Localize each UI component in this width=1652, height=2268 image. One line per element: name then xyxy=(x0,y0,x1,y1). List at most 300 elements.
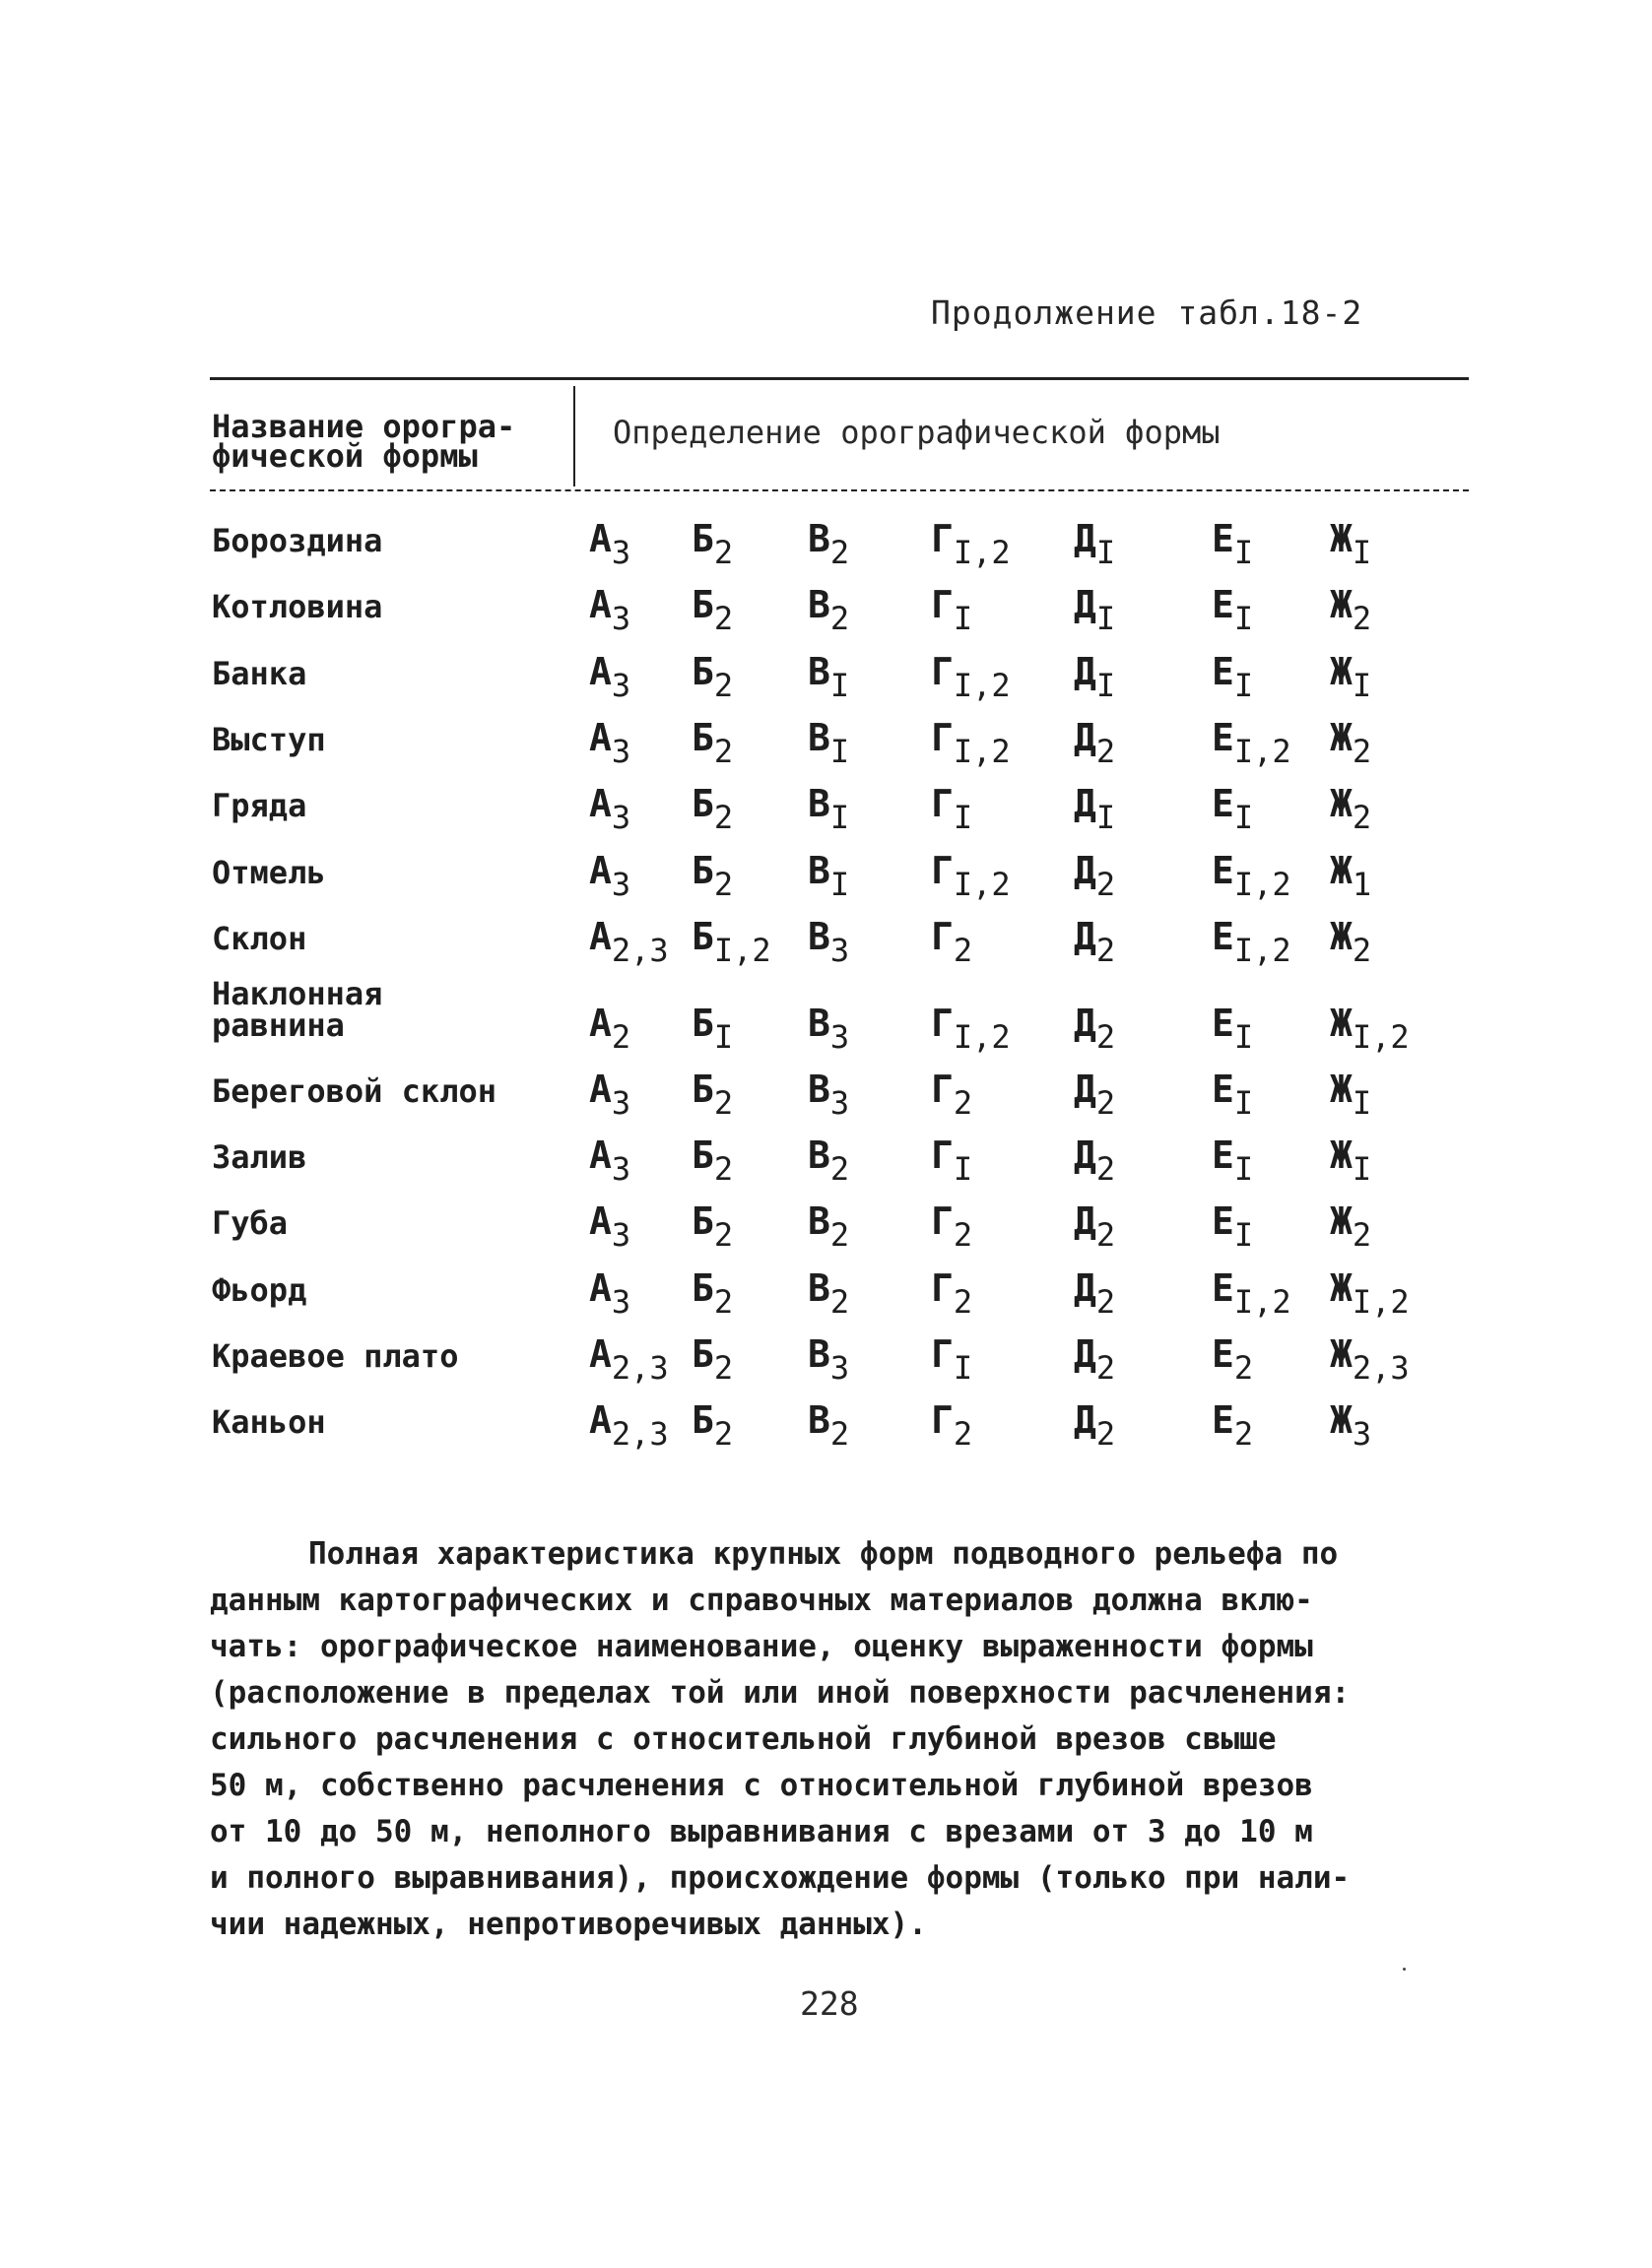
cell-letter: Г xyxy=(931,517,954,560)
table-cell xyxy=(692,1199,734,1254)
cell-index: 2 xyxy=(1352,932,1372,969)
table-cell xyxy=(931,1266,973,1321)
table-row xyxy=(0,839,1652,903)
cell-letter: В xyxy=(808,849,830,892)
cell-index: 2 xyxy=(1095,1150,1116,1188)
body-paragraph xyxy=(210,1531,1466,1948)
cell-letter: Ж xyxy=(1330,1068,1353,1111)
cell-index: 3 xyxy=(611,534,631,571)
table-cell xyxy=(692,517,734,571)
cell-letter: Д xyxy=(1074,1134,1096,1177)
table-row xyxy=(0,1323,1652,1387)
table-cell xyxy=(808,517,850,571)
cell-index: 2 xyxy=(713,1415,734,1453)
cell-index: 2 xyxy=(829,1216,850,1254)
table-cell xyxy=(1212,782,1254,836)
table-cell xyxy=(589,1134,631,1188)
cell-letter: А xyxy=(589,782,612,825)
row-form-name: Каньон xyxy=(212,1403,326,1441)
table-cell xyxy=(1212,583,1254,637)
table-cell xyxy=(1074,517,1116,571)
cell-letter: Д xyxy=(1074,1266,1096,1310)
cell-letter: В xyxy=(808,1134,830,1177)
cell-letter: Г xyxy=(931,1134,954,1177)
cell-letter: Ж xyxy=(1330,1002,1353,1045)
cell-letter: Б xyxy=(692,1134,714,1177)
table-cell xyxy=(1330,1398,1372,1453)
cell-index: 2 xyxy=(953,1283,973,1321)
cell-index: I xyxy=(1233,1216,1254,1254)
table-row xyxy=(0,975,1652,1056)
cell-index: I xyxy=(1233,1018,1254,1056)
cell-index: I xyxy=(1095,667,1116,704)
table-cell xyxy=(692,1332,734,1387)
table-row xyxy=(0,573,1652,637)
row-form-name: Губа xyxy=(212,1204,289,1242)
cell-letter: Г xyxy=(931,782,954,825)
cell-letter: Г xyxy=(931,849,954,892)
cell-index: I,2 xyxy=(953,733,1011,770)
row-form-name: Береговой склон xyxy=(212,1072,496,1110)
cell-letter: Г xyxy=(931,1002,954,1045)
cell-index: 2,3 xyxy=(611,932,669,969)
table-cell xyxy=(1212,849,1291,903)
table-cell xyxy=(589,583,631,637)
cell-letter: Б xyxy=(692,1199,714,1243)
cell-index: 2 xyxy=(829,534,850,571)
cell-index: I xyxy=(953,799,973,836)
table-cell xyxy=(589,1266,631,1321)
table-cell xyxy=(808,716,850,770)
cell-letter: Ж xyxy=(1330,716,1353,759)
table-cell xyxy=(1074,1068,1116,1122)
cell-index: 2 xyxy=(1233,1349,1254,1387)
row-form-name: Краевое плато xyxy=(212,1337,459,1375)
cell-letter: А xyxy=(589,650,612,693)
cell-letter: А xyxy=(589,1398,612,1442)
cell-index: 2 xyxy=(953,932,973,969)
cell-letter: Б xyxy=(692,915,714,958)
cell-index: I xyxy=(1233,1150,1254,1188)
cell-index: 2 xyxy=(1352,799,1372,836)
table-cell xyxy=(808,849,850,903)
cell-letter: Ж xyxy=(1330,650,1353,693)
table-cell xyxy=(1330,1068,1372,1122)
table-cell xyxy=(1212,1266,1291,1321)
cell-letter: В xyxy=(808,1398,830,1442)
paragraph-line: чать: орографическое наименование, оценку выраженности формы xyxy=(210,1629,1313,1664)
cell-letter: Г xyxy=(931,1398,954,1442)
table-cell xyxy=(931,849,1011,903)
cell-letter: Ж xyxy=(1330,849,1353,892)
cell-letter: Ж xyxy=(1330,782,1353,825)
cell-index: I xyxy=(953,1150,973,1188)
cell-index: I xyxy=(829,733,850,770)
cell-index: 3 xyxy=(611,1084,631,1122)
cell-letter: В xyxy=(808,583,830,626)
cell-index: 3 xyxy=(829,1349,850,1387)
table-cell xyxy=(1212,915,1291,969)
cell-letter: Е xyxy=(1212,1002,1234,1045)
table-cell xyxy=(931,583,973,637)
cell-letter: Е xyxy=(1212,650,1234,693)
cell-index: 2 xyxy=(1095,733,1116,770)
row-form-name: Отмель xyxy=(212,854,326,891)
cell-letter: Е xyxy=(1212,1266,1234,1310)
cell-letter: А xyxy=(589,1266,612,1310)
cell-index: 3 xyxy=(611,866,631,903)
cell-index: I,2 xyxy=(953,866,1011,903)
cell-letter: Б xyxy=(692,716,714,759)
cell-letter: Г xyxy=(931,1332,954,1376)
row-form-name: Фьорд xyxy=(212,1271,307,1309)
cell-index: I xyxy=(1352,667,1372,704)
cell-index: 2 xyxy=(1233,1415,1254,1453)
table-cell xyxy=(1330,1332,1410,1387)
table-cell xyxy=(692,583,734,637)
cell-letter: Д xyxy=(1074,849,1096,892)
table-row xyxy=(0,905,1652,969)
cell-index: 2 xyxy=(1352,600,1372,637)
cell-letter: Б xyxy=(692,1068,714,1111)
row-form-name: Котловина xyxy=(212,588,383,625)
cell-letter: Е xyxy=(1212,583,1234,626)
cell-index: I xyxy=(1352,1150,1372,1188)
table-cell xyxy=(931,1199,973,1254)
table-cell xyxy=(1074,1002,1116,1056)
table-row xyxy=(0,1389,1652,1453)
cell-letter: Д xyxy=(1074,583,1096,626)
cell-letter: Е xyxy=(1212,1398,1234,1442)
header-name-column: Название орогра- фической формы xyxy=(212,408,516,475)
table-row xyxy=(0,1058,1652,1122)
table-cell xyxy=(1330,1266,1410,1321)
cell-index: I xyxy=(1095,534,1116,571)
cell-index: 3 xyxy=(611,1283,631,1321)
cell-index: I xyxy=(829,866,850,903)
table-cell xyxy=(808,782,850,836)
cell-letter: Д xyxy=(1074,1068,1096,1111)
cell-letter: Б xyxy=(692,583,714,626)
cell-letter: В xyxy=(808,650,830,693)
table-cell xyxy=(1212,1068,1254,1122)
table-cell xyxy=(1330,915,1372,969)
cell-letter: Ж xyxy=(1330,1266,1353,1310)
table-cell xyxy=(931,1134,973,1188)
cell-letter: Б xyxy=(692,1266,714,1310)
cell-index: I xyxy=(829,667,850,704)
table-cell xyxy=(808,650,850,704)
cell-letter: Б xyxy=(692,849,714,892)
cell-letter: Г xyxy=(931,1266,954,1310)
table-cell xyxy=(589,1398,669,1453)
cell-letter: Е xyxy=(1212,1134,1234,1177)
margin-speck xyxy=(1403,1968,1406,1971)
cell-index: 2,3 xyxy=(611,1349,669,1387)
cell-index: I,2 xyxy=(713,932,771,969)
cell-index: 3 xyxy=(611,733,631,770)
table-cell xyxy=(692,782,734,836)
table-cell xyxy=(1330,517,1372,571)
cell-letter: Ж xyxy=(1330,583,1353,626)
table-cell xyxy=(1330,782,1372,836)
cell-letter: В xyxy=(808,1266,830,1310)
table-cell xyxy=(692,1398,734,1453)
cell-index: 3 xyxy=(1352,1415,1372,1453)
cell-index: 2 xyxy=(1095,1018,1116,1056)
table-row xyxy=(0,1257,1652,1321)
cell-index: I xyxy=(953,1349,973,1387)
cell-letter: Е xyxy=(1212,1199,1234,1243)
cell-index: I,2 xyxy=(1233,932,1291,969)
table-row xyxy=(0,640,1652,704)
cell-index: 2 xyxy=(713,600,734,637)
table-cell xyxy=(808,1199,850,1254)
page-number: 228 xyxy=(800,1984,859,2023)
cell-index: 2 xyxy=(829,1150,850,1188)
table-cell xyxy=(589,650,631,704)
table-cell xyxy=(808,1332,850,1387)
table-cell xyxy=(808,1266,850,1321)
table-cell xyxy=(931,915,973,969)
cell-letter: В xyxy=(808,782,830,825)
cell-letter: Г xyxy=(931,716,954,759)
table-cell xyxy=(1074,1199,1116,1254)
paragraph-line: (расположение в пределах той или иной поверхности расчленения: xyxy=(210,1675,1351,1711)
table-cell xyxy=(931,1002,1011,1056)
table-cell xyxy=(692,1266,734,1321)
cell-index: I xyxy=(1352,534,1372,571)
table-cell xyxy=(1074,1134,1116,1188)
table-cell xyxy=(1074,1266,1116,1321)
cell-index: 2 xyxy=(1095,1216,1116,1254)
cell-index: I xyxy=(713,1018,734,1056)
cell-index: 2 xyxy=(1095,1349,1116,1387)
cell-index: 3 xyxy=(611,799,631,836)
cell-letter: Ж xyxy=(1330,1199,1353,1243)
table-cell xyxy=(692,650,734,704)
table-cell xyxy=(1074,716,1116,770)
table-cell xyxy=(808,1068,850,1122)
cell-index: 2 xyxy=(713,1216,734,1254)
cell-index: I,2 xyxy=(1352,1283,1410,1321)
cell-letter: Д xyxy=(1074,650,1096,693)
cell-letter: А xyxy=(589,517,612,560)
cell-letter: А xyxy=(589,1002,612,1045)
cell-letter: Е xyxy=(1212,716,1234,759)
cell-letter: А xyxy=(589,1068,612,1111)
row-form-name: Выступ xyxy=(212,721,326,758)
table-cell xyxy=(589,915,669,969)
cell-letter: Е xyxy=(1212,1332,1234,1376)
cell-index: 1 xyxy=(1352,866,1372,903)
table-cell xyxy=(1212,1332,1254,1387)
cell-index: I xyxy=(1233,600,1254,637)
paragraph-line: и полного выравнивания), происхождение формы (только при нали- xyxy=(210,1860,1351,1896)
cell-letter: В xyxy=(808,1068,830,1111)
cell-index: 3 xyxy=(611,1216,631,1254)
cell-index: I xyxy=(1233,667,1254,704)
cell-letter: Е xyxy=(1212,517,1234,560)
cell-letter: Б xyxy=(692,1398,714,1442)
cell-letter: В xyxy=(808,1199,830,1243)
paragraph-line: Полная характеристика крупных форм подводного рельефа по xyxy=(308,1536,1339,1572)
table-row xyxy=(0,772,1652,836)
table-cell xyxy=(692,1002,734,1056)
cell-index: 3 xyxy=(829,1018,850,1056)
cell-letter: Г xyxy=(931,1199,954,1243)
table-cell xyxy=(589,782,631,836)
cell-index: I,2 xyxy=(1233,733,1291,770)
table-cell xyxy=(692,849,734,903)
cell-letter: Е xyxy=(1212,782,1234,825)
cell-index: 2 xyxy=(953,1216,973,1254)
row-form-name: Склон xyxy=(212,920,307,957)
table-cell xyxy=(931,1398,973,1453)
table-row xyxy=(0,1190,1652,1254)
table-cell xyxy=(808,915,850,969)
cell-index: 3 xyxy=(611,1150,631,1188)
row-form-name: Наклонная равнина xyxy=(212,975,383,1044)
cell-index: I,2 xyxy=(1233,866,1291,903)
table-cell xyxy=(931,1332,973,1387)
cell-letter: Ж xyxy=(1330,1134,1353,1177)
cell-letter: В xyxy=(808,1002,830,1045)
paragraph-line: 50 м, собственно расчленения с относительной глубиной врезов xyxy=(210,1768,1313,1803)
cell-letter: Д xyxy=(1074,1199,1096,1243)
cell-index: 2 xyxy=(713,733,734,770)
cell-letter: Ж xyxy=(1330,1332,1353,1376)
cell-index: 2 xyxy=(829,1415,850,1453)
cell-index: 2 xyxy=(829,600,850,637)
table-cell xyxy=(1330,716,1372,770)
table-cell xyxy=(931,517,1011,571)
table-cell xyxy=(1212,1134,1254,1188)
table-cell xyxy=(1074,1332,1116,1387)
table-cell xyxy=(1074,915,1116,969)
table-cell xyxy=(1330,650,1372,704)
cell-letter: А xyxy=(589,1332,612,1376)
cell-index: 2 xyxy=(953,1415,973,1453)
paragraph-line: данным картографических и справочных материалов должна вклю- xyxy=(210,1583,1313,1618)
cell-index: I,2 xyxy=(1233,1283,1291,1321)
table-cell xyxy=(692,915,771,969)
cell-index: 2 xyxy=(713,534,734,571)
cell-index: 3 xyxy=(611,600,631,637)
table-cell xyxy=(931,716,1011,770)
cell-letter: А xyxy=(589,1134,612,1177)
cell-index: 2 xyxy=(713,1283,734,1321)
cell-index: 2 xyxy=(1352,1216,1372,1254)
table-cell xyxy=(589,517,631,571)
table-cell xyxy=(1212,517,1254,571)
cell-letter: Ж xyxy=(1330,1398,1353,1442)
cell-letter: Д xyxy=(1074,1398,1096,1442)
table-cell xyxy=(1212,1398,1254,1453)
cell-letter: Г xyxy=(931,1068,954,1111)
cell-letter: Б xyxy=(692,1002,714,1045)
cell-letter: Д xyxy=(1074,1002,1096,1045)
cell-index: 2 xyxy=(1095,932,1116,969)
table-row xyxy=(0,1124,1652,1188)
row-form-name: Залив xyxy=(212,1138,307,1176)
cell-index: I,2 xyxy=(1352,1018,1410,1056)
cell-index: 2 xyxy=(1095,1084,1116,1122)
cell-letter: В xyxy=(808,1332,830,1376)
table-cell xyxy=(808,1398,850,1453)
table-row xyxy=(0,706,1652,770)
paragraph-line: сильного расчленения с относительной глубиной врезов свыше xyxy=(210,1721,1277,1757)
table-cell xyxy=(1330,583,1372,637)
cell-letter: А xyxy=(589,583,612,626)
row-form-name: Банка xyxy=(212,655,307,692)
cell-letter: Д xyxy=(1074,915,1096,958)
table-cell xyxy=(589,1002,631,1056)
table-cell xyxy=(589,716,631,770)
cell-letter: Б xyxy=(692,650,714,693)
cell-index: 2 xyxy=(829,1283,850,1321)
cell-index: I xyxy=(1233,799,1254,836)
cell-index: 2 xyxy=(1095,1415,1116,1453)
cell-letter: Ж xyxy=(1330,517,1353,560)
table-cell xyxy=(1212,1199,1254,1254)
cell-index: 2 xyxy=(713,1150,734,1188)
row-form-name: Гряда xyxy=(212,787,307,824)
cell-index: 3 xyxy=(611,667,631,704)
cell-index: 3 xyxy=(829,932,850,969)
cell-index: I xyxy=(1095,600,1116,637)
cell-index: I,2 xyxy=(953,534,1011,571)
cell-index: 2 xyxy=(1095,1283,1116,1321)
table-cell xyxy=(1074,849,1116,903)
cell-index: I xyxy=(1233,534,1254,571)
table-cell xyxy=(589,1068,631,1122)
cell-index: 2 xyxy=(713,1349,734,1387)
table-cell xyxy=(1330,1199,1372,1254)
cell-index: 2 xyxy=(713,667,734,704)
row-form-name: Бороздина xyxy=(212,522,383,559)
cell-letter: В xyxy=(808,517,830,560)
cell-index: 2 xyxy=(611,1018,631,1056)
table-cell xyxy=(931,650,1011,704)
cell-index: 2 xyxy=(713,1084,734,1122)
cell-index: I xyxy=(1352,1084,1372,1122)
table-cell xyxy=(1330,1002,1410,1056)
table-caption: Продолжение табл.18-2 xyxy=(931,293,1363,332)
table-cell xyxy=(692,1134,734,1188)
cell-letter: А xyxy=(589,716,612,759)
table-cell xyxy=(1330,849,1372,903)
cell-index: I xyxy=(1095,799,1116,836)
cell-index: 2 xyxy=(1095,866,1116,903)
paragraph-line: от 10 до 50 м, неполного выравнивания с врезами от 3 до 10 м xyxy=(210,1814,1313,1849)
cell-letter: Г xyxy=(931,583,954,626)
table-cell xyxy=(808,1134,850,1188)
table-row xyxy=(0,507,1652,571)
table-cell xyxy=(931,1068,973,1122)
table-cell xyxy=(1212,1002,1254,1056)
cell-letter: Е xyxy=(1212,1068,1234,1111)
cell-index: 2,3 xyxy=(1352,1349,1410,1387)
table-cell xyxy=(589,1199,631,1254)
paragraph-line: чии надежных, непротиворечивых данных). xyxy=(210,1907,927,1942)
table-cell xyxy=(1330,1134,1372,1188)
cell-index: 3 xyxy=(829,1084,850,1122)
table-cell xyxy=(808,1002,850,1056)
header-definition-column: Определение орографической формы xyxy=(613,414,1221,451)
cell-letter: Ж xyxy=(1330,915,1353,958)
cell-letter: В xyxy=(808,915,830,958)
